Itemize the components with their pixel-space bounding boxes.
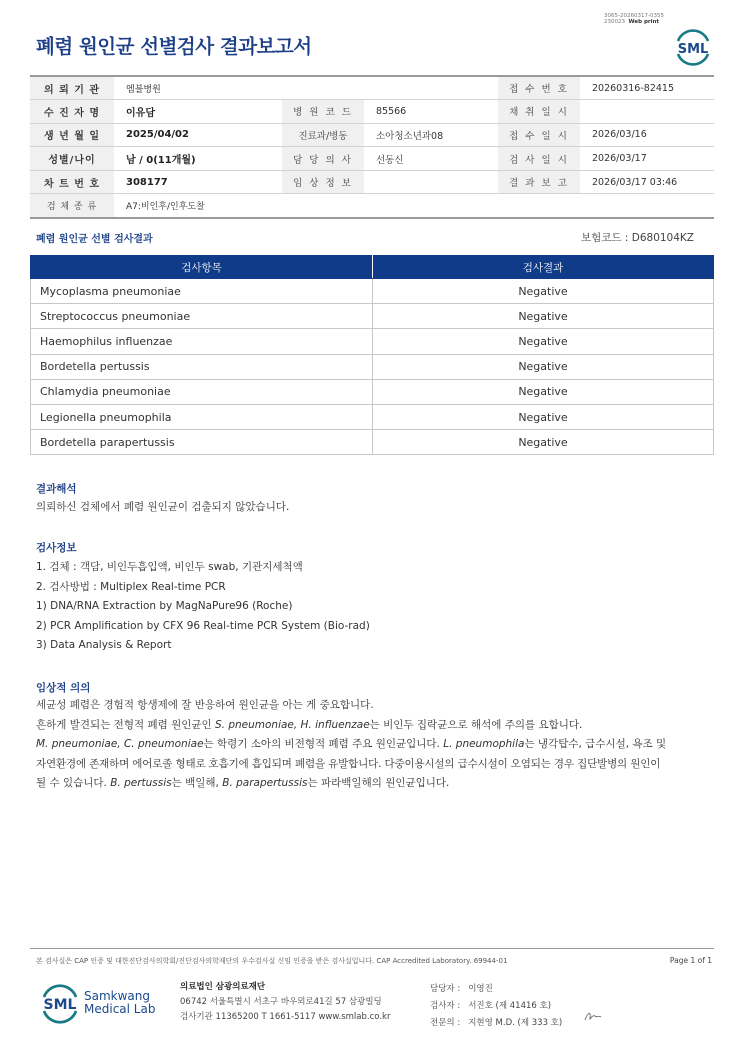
info-value: [364, 76, 498, 100]
test-info-line: 1) DNA/RNA Extraction by MagNaPure96 (Roche): [36, 600, 293, 612]
info-value: 이유담: [114, 100, 282, 124]
interpretation-heading: 결과해석: [36, 483, 77, 495]
results-section-title: 폐렴 원인균 선별 검사결과: [36, 234, 153, 245]
brand-line2: Medical Lab: [84, 1002, 156, 1016]
organization-contact: 검사기관 11365200 T 1661-5117 www.smlab.co.kr: [180, 1012, 391, 1022]
specimen-value: A7:비인후/인후도찰: [114, 194, 714, 218]
test-info-line: 3) Data Analysis & Report: [36, 639, 172, 651]
test-result: Negative: [373, 329, 714, 354]
column-header-result: 검사결과: [373, 256, 714, 279]
web-print-tag: Web print: [628, 19, 660, 25]
test-info-heading: 검사정보: [36, 542, 77, 554]
test-result: Negative: [373, 404, 714, 429]
clinical-line: 세균성 폐렴은 경험적 항생제에 잘 반응하여 원인균을 아는 게 중요합니다.: [36, 699, 374, 711]
info-row: [30, 147, 714, 171]
specimen-label: 검 체 종 류: [30, 194, 114, 218]
brand-line1: Samkwang: [84, 989, 150, 1003]
test-name: Legionella pneumophila: [31, 404, 373, 429]
clinical-line: [36, 716, 726, 736]
test-info-text: [36, 558, 370, 656]
table-row: [31, 279, 714, 304]
test-name: Streptococcus pneumoniae: [31, 304, 373, 329]
info-value: 85566: [364, 100, 498, 124]
info-value: 남 / 0(11개월): [114, 147, 282, 171]
organism-name: B. pertussis: [110, 777, 172, 789]
organism-name: M. pneumoniae, C. pneumoniae: [36, 738, 204, 750]
info-value: 2025/04/02: [114, 123, 282, 147]
info-row: [30, 76, 714, 100]
clinical-fragment: 흔하게 발견되는 전형적 폐렴 원인균인: [36, 718, 215, 731]
staff-role: 전문의 :: [430, 1018, 461, 1028]
clinical-line: 자연환경에 존재하며 에어로졸 형태로 호흡기에 흡입되며 폐렴을 유발합니다. 다중이용시설의 급수시설이 오염되는 경우 집단발병의 원인이: [36, 757, 661, 770]
table-row: [31, 430, 714, 455]
table-row: [31, 329, 714, 354]
clinical-line: [36, 735, 726, 755]
clinical-heading: 임상적 의의: [36, 682, 91, 694]
info-label: 검 사 일 시: [498, 147, 580, 171]
organism-name: L. pneumophila: [443, 738, 525, 750]
info-value: 2026/03/17 03:46: [580, 170, 714, 194]
info-value: 20260316-82415: [580, 76, 714, 100]
column-header-test: 검사항목: [31, 256, 373, 279]
table-row: [31, 354, 714, 379]
page-number: Page 1 of 1: [669, 956, 712, 965]
info-label: [282, 76, 364, 100]
info-label: 임 상 정 보: [282, 170, 364, 194]
test-name: Haemophilus influenzae: [31, 329, 373, 354]
test-name: Chlamydia pneumoniae: [31, 379, 373, 404]
test-info-line: 2. 검사방법 : Multiplex Real-time PCR: [36, 580, 226, 593]
test-name: Bordetella parapertussis: [31, 430, 373, 455]
test-name: Bordetella pertussis: [31, 354, 373, 379]
info-label: 결 과 보 고: [498, 170, 580, 194]
report-title: 폐렴 원인균 선별검사 결과보고서: [36, 35, 312, 58]
table-row: [31, 304, 714, 329]
info-value: 소아청소년과08: [364, 123, 498, 147]
interpretation-text: 의뢰하신 검체에서 폐렴 원인균이 검출되지 않았습니다.: [36, 501, 290, 513]
test-name: Mycoplasma pneumoniae: [31, 279, 373, 304]
info-value: 선동신: [364, 147, 498, 171]
info-label: 성별/나이: [30, 147, 114, 171]
staff-row: [430, 999, 562, 1014]
info-label: 의 뢰 기 관: [30, 76, 114, 100]
patient-info-table: [30, 75, 714, 219]
logo-text: SML: [43, 997, 77, 1013]
footer-divider: [30, 948, 714, 949]
info-label: 접 수 번 호: [498, 76, 580, 100]
staff-name: 이영진: [468, 984, 493, 994]
test-result: Negative: [373, 379, 714, 404]
info-label: 진료과/병동: [282, 123, 364, 147]
test-info-line: 2) PCR Amplification by CFX 96 Real-time PCR System (Bio-rad): [36, 619, 370, 632]
staff-row: [430, 982, 562, 997]
test-result: Negative: [373, 279, 714, 304]
clinical-fragment: 될 수 있습니다.: [36, 777, 111, 789]
accreditation-note: 본 검사실은 CAP 인증 및 대한진단검사의학회/진단검사의학재단의 우수검사실 신임 인증을 받은 검사실입니다. CAP Accredited Laboratory. 69944-01: [36, 957, 508, 965]
clinical-fragment: 는 냉각탑수, 급수시설, 욕조 및: [524, 738, 667, 750]
clinical-line: [36, 774, 726, 794]
results-table: [30, 255, 714, 455]
document-id: [604, 13, 664, 25]
info-row: [30, 100, 714, 124]
info-label: 생 년 월 일: [30, 123, 114, 147]
staff-role: 담당자 :: [430, 984, 461, 994]
info-label: 채 취 일 시: [498, 100, 580, 124]
organism-name: B. parapertussis: [222, 777, 308, 789]
clinical-fragment: 는 학령기 소아의 비전형적 폐렴 주요 원인균입니다.: [203, 738, 444, 750]
sml-logo: [672, 26, 714, 66]
test-result: Negative: [373, 304, 714, 329]
info-label: 차 트 번 호: [30, 170, 114, 194]
staff-list: [428, 980, 564, 1033]
signature-icon: [582, 1008, 604, 1024]
document-id-line2: 230023: [604, 19, 625, 25]
logo-text: SML: [677, 42, 709, 57]
staff-name: 서진호 (제 41416 호): [468, 1001, 552, 1011]
table-row: [31, 379, 714, 404]
test-result: Negative: [373, 354, 714, 379]
organization-address: 06742 서울특별시 서초구 바우뫼로41길 57 삼광빌딩: [180, 997, 382, 1007]
document-id-line1: 3065-20260317-0355: [604, 13, 664, 19]
info-label: 담 당 의 사: [282, 147, 364, 171]
info-value: [580, 100, 714, 124]
organism-name: S. pneumoniae, H. influenzae: [214, 718, 370, 731]
brand-name: [84, 990, 155, 1016]
organization-info: [180, 980, 390, 1025]
info-row: [30, 123, 714, 147]
clinical-fragment: 는 파라백일해의 원인균입니다.: [307, 777, 450, 789]
info-value: 308177: [114, 170, 282, 194]
test-result: Negative: [373, 430, 714, 455]
insurance-code: 보험코드 : D680104KZ: [580, 232, 694, 244]
specimen-row: [30, 194, 714, 218]
info-value: [364, 170, 498, 194]
info-value: 2026/03/16: [580, 123, 714, 147]
staff-role: 검사자 :: [430, 1001, 461, 1011]
organization-name: 의료법인 삼광의료재단: [180, 982, 266, 992]
samkwang-logo: [38, 980, 82, 1026]
clinical-text: [36, 696, 726, 794]
staff-name: 지현영 M.D. (제 333 호): [468, 1018, 563, 1028]
clinical-fragment: 는 백일해,: [171, 777, 223, 789]
info-row: [30, 170, 714, 194]
info-value: 2026/03/17: [580, 147, 714, 171]
info-label: 수 진 자 명: [30, 100, 114, 124]
info-value: 엠블병원: [114, 76, 282, 100]
info-label: 접 수 일 시: [498, 123, 580, 147]
info-label: 병 원 코 드: [282, 100, 364, 124]
test-info-line: 1. 검체 : 객담, 비인두흡입액, 비인두 swab, 기관지세척액: [36, 561, 303, 573]
clinical-fragment: 는 비인두 집락균으로 해석에 주의를 요합니다.: [369, 718, 583, 731]
results-header-row: [31, 256, 714, 279]
staff-row: [430, 1016, 562, 1031]
table-row: [31, 404, 714, 429]
